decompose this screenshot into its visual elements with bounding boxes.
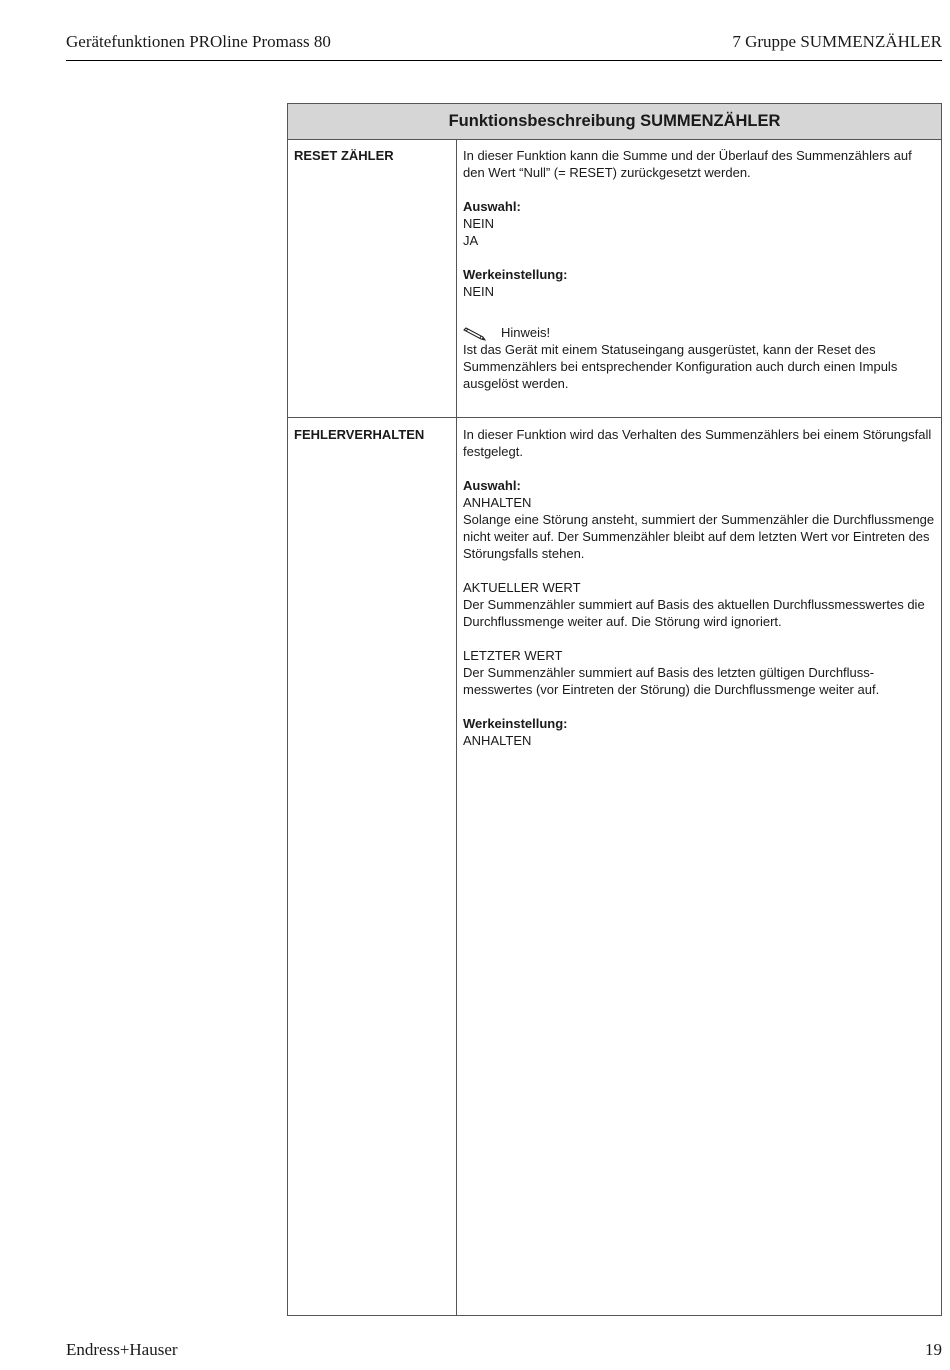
- option-nein: NEIN: [463, 216, 495, 231]
- page-number: 19: [925, 1340, 942, 1359]
- werkeinstellung-label: Werkeinstellung:: [463, 267, 568, 282]
- auswahl-label: Auswahl:: [463, 478, 521, 493]
- function-description-table: [287, 103, 942, 1316]
- option-aktueller-wert-text: Der Summenzähler summiert auf Basis des aktuellen Durchflussmesswertes die Durchflussmenge weiter auf. Die Störung wird ignoriert.: [463, 597, 925, 629]
- option-ja: JA: [463, 233, 479, 248]
- werkeinstellung-value: NEIN: [463, 284, 495, 299]
- option-letzter-wert-text: Der Summenzähler summiert auf Basis des letzten gültigen Durchflussmesswertes (vor Eintreten der Störung) die Durchflussmenge weiter auf.: [463, 665, 880, 697]
- column-divider: [456, 140, 457, 1315]
- werkeinstellung-value: ANHALTEN: [463, 733, 532, 748]
- note-title: Hinweis!: [501, 325, 551, 340]
- function-name-reset-zaehler: RESET ZÄHLER: [294, 148, 394, 163]
- option-letzter-wert-label: LETZTER WERT: [463, 648, 563, 663]
- table-title: Funktionsbeschreibung SUMMENZÄHLER: [288, 104, 941, 140]
- function-description-fehlerverhalten: [463, 426, 937, 749]
- option-anhalten-text: Solange eine Störung ansteht, summiert der Summenzähler die Durchflussmenge nicht weiter auf. Der Summenzähler bleibt auf dem letzten Wert vor Eintreten des Störungsfalls stehen.: [463, 512, 935, 561]
- werkeinstellung-label: Werkeinstellung:: [463, 716, 568, 731]
- row-divider: [288, 417, 941, 418]
- header-document-title: Gerätefunktionen PROline Promass 80: [66, 32, 331, 51]
- header-chapter-title: 7 Gruppe SUMMENZÄHLER: [732, 32, 942, 51]
- pencil-icon: [463, 324, 489, 341]
- option-anhalten-label: ANHALTEN: [463, 495, 532, 510]
- note-header: [463, 324, 937, 341]
- page-header: [66, 32, 942, 54]
- description-intro: In dieser Funktion kann die Summe und der Überlauf des Summenzählers auf den Wert “Null” (= RESET) zurückgesetzt werden.: [463, 148, 912, 180]
- header-rule: [66, 60, 942, 61]
- note-text: Ist das Gerät mit einem Statuseingang ausgerüstet, kann der Reset des Summenzählers bei entsprechender Konfiguration auch durch einen Impuls ausgelöst werden.: [463, 342, 898, 391]
- function-description-reset-zaehler: [463, 147, 937, 392]
- function-name-fehlerverhalten: FEHLERVERHALTEN: [294, 427, 425, 442]
- option-aktueller-wert-label: AKTUELLER WERT: [463, 580, 581, 595]
- auswahl-label: Auswahl:: [463, 199, 521, 214]
- footer-company-name: Endress+Hauser: [66, 1340, 178, 1359]
- description-intro: In dieser Funktion wird das Verhalten des Summenzählers bei einem Störungsfall festgelegt.: [463, 427, 932, 459]
- page-footer: [66, 1340, 942, 1362]
